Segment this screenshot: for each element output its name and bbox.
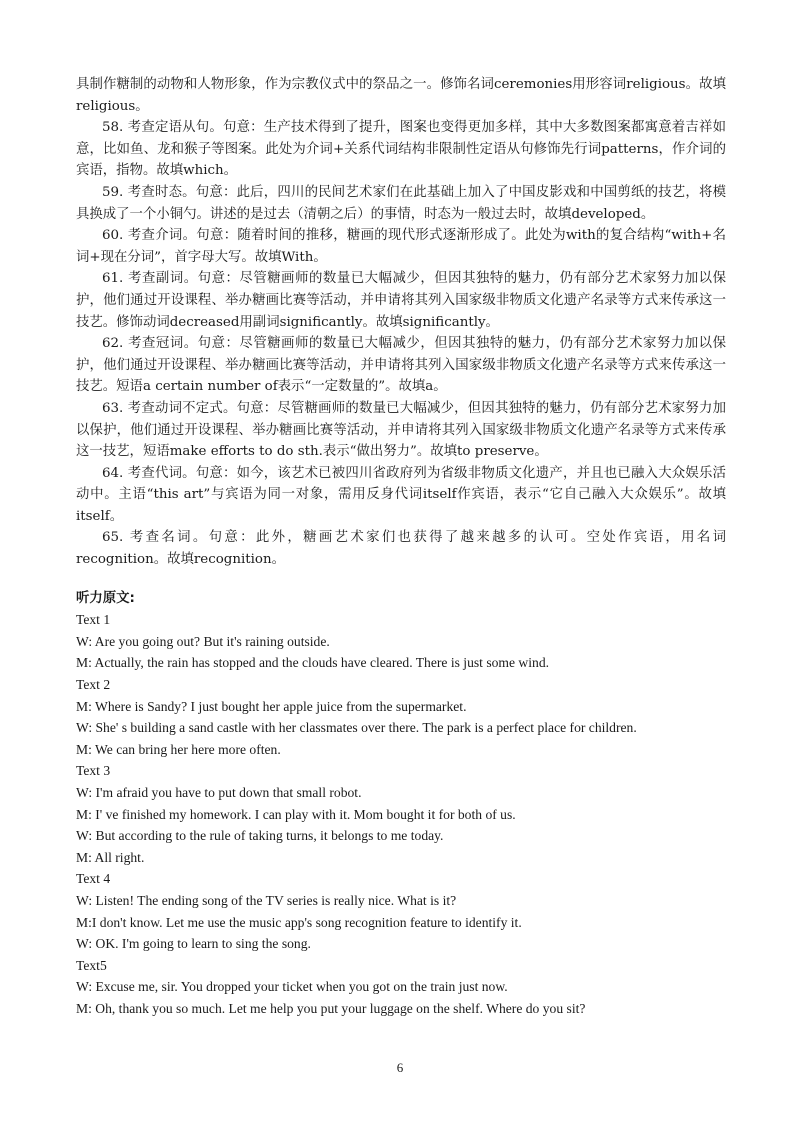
dialogue-line: W: She' s building a sand castle with her classmates over there. The park is a perfect place for children. [76, 720, 637, 736]
paragraph-63: 63. 考查动词不定式。句意：尽管糖画师的数量已大幅减少，但因其独特的魅力，仍有部分艺术家努力加以保护，他们通过开设课程、举办糖画比赛等活动，并申请将其列入国家级非物质文化遗产名录等方式来传承这一技艺，短语make efforts to do sth.表示“做出努力”。故填to preserve。 [76, 400, 726, 460]
paragraph-58: 58. 考查定语从句。句意：生产技术得到了提升，图案也变得更加多样，其中大多数图案都寓意着吉祥如意，比如鱼、龙和猴子等图案。此处为介词+关系代词结构非限制性定语从句修饰先行词patterns，作介词的宾语，指物。故填which。 [76, 120, 726, 179]
paragraph-64: 64. 考查代词。句意：如今，该艺术已被四川省政府列为省级非物质文化遗产，并且也已融入大众娱乐活动中。主语“this art”与宾语为同一对象，需用反身代词itself作宾语，表示“它自己融入大众娱乐”。故填itself。 [76, 465, 726, 524]
dialogue-line: W: Listen! The ending song of the TV series is really nice. What is it? [76, 892, 457, 908]
paragraph-59: 59. 考查时态。句意：此后，四川的民间艺术家们在此基础上加入了中国皮影戏和中国剪纸的技艺，将模具换成了一个小铜勺。讲述的是过去（清朝之后）的事情，时态为一般过去时，故填developed。 [76, 184, 726, 222]
text-label: Text 3 [76, 763, 111, 779]
document-body [76, 74, 726, 1020]
dialogue-line: M: Actually, the rain has stopped and the clouds have cleared. There is just some wind. [76, 655, 550, 671]
dialogue-line: M: Where is Sandy? I just bought her apple juice from the supermarket. [76, 698, 467, 714]
text-label: Text 2 [76, 677, 111, 693]
answer-explanations [76, 74, 726, 571]
paragraph-65: 65. 考查名词。句意：此外，糖画艺术家们也获得了越来越多的认可。空处作宾语，用名词recognition。故填recognition。 [76, 530, 726, 568]
paragraph-62: 62. 考查冠词。句意：尽管糖画师的数量已大幅减少，但因其独特的魅力，仍有部分艺术家努力加以保护，他们通过开设课程、举办糖画比赛等活动，并申请将其列入国家级非物质文化遗产名录等方式来传承这一技艺。短语a certain number of表示“一定数量的”。故填a。 [76, 336, 726, 395]
text-label: Text 1 [76, 612, 111, 628]
dialogue-line: W: OK. I'm going to learn to sing the song. [76, 936, 311, 952]
dialogue-line: M: All right. [76, 849, 145, 865]
dialogue-line: W: But according to the rule of taking turns, it belongs to me today. [76, 828, 444, 844]
section-heading: 听力原文: [76, 590, 135, 606]
dialogue-line: W: I'm afraid you have to put down that small robot. [76, 785, 362, 800]
dialogue-line: W: Are you going out? But it's raining outside. [76, 633, 330, 649]
dialogue-line: M: I' ve finished my homework. I can play with it. Mom bought it for both of us. [76, 806, 516, 822]
page-number: 6 [396, 1060, 404, 1075]
dialogue-line: M: We can bring her here more often. [76, 741, 281, 757]
paragraph-continued: 具制作糖制的动物和人物形象，作为宗教仪式中的祭品之一。修饰名词ceremonies用形容词religious。故填religious。 [76, 77, 726, 114]
listening-transcript [76, 609, 726, 1019]
dialogue-line: M: Oh, thank you so much. Let me help you put your luggage on the shelf. Where do you sit? [76, 1000, 586, 1016]
text-label: Text5 [76, 957, 107, 973]
dialogue-line: W: Excuse me, sir. You dropped your ticket when you got on the train just now. [76, 979, 508, 995]
text-label: Text 4 [76, 871, 111, 887]
paragraph-61: 61. 考查副词。句意：尽管糖画师的数量已大幅减少，但因其独特的魅力，仍有部分艺术家努力加以保护，他们通过开设课程、举办糖画比赛等活动，并申请将其列入国家级非物质文化遗产名录等方式来传承这一技艺。修饰动词decreased用副词significantly。故填significantly。 [76, 271, 726, 330]
dialogue-line: M:I don't know. Let me use the music app's song recognition feature to identify it. [76, 914, 522, 930]
paragraph-60: 60. 考查介词。句意：随着时间的推移，糖画的现代形式逐渐形成了。此处为with的复合结构“with+名词+现在分词”，首字母大写。故填With。 [76, 228, 726, 265]
